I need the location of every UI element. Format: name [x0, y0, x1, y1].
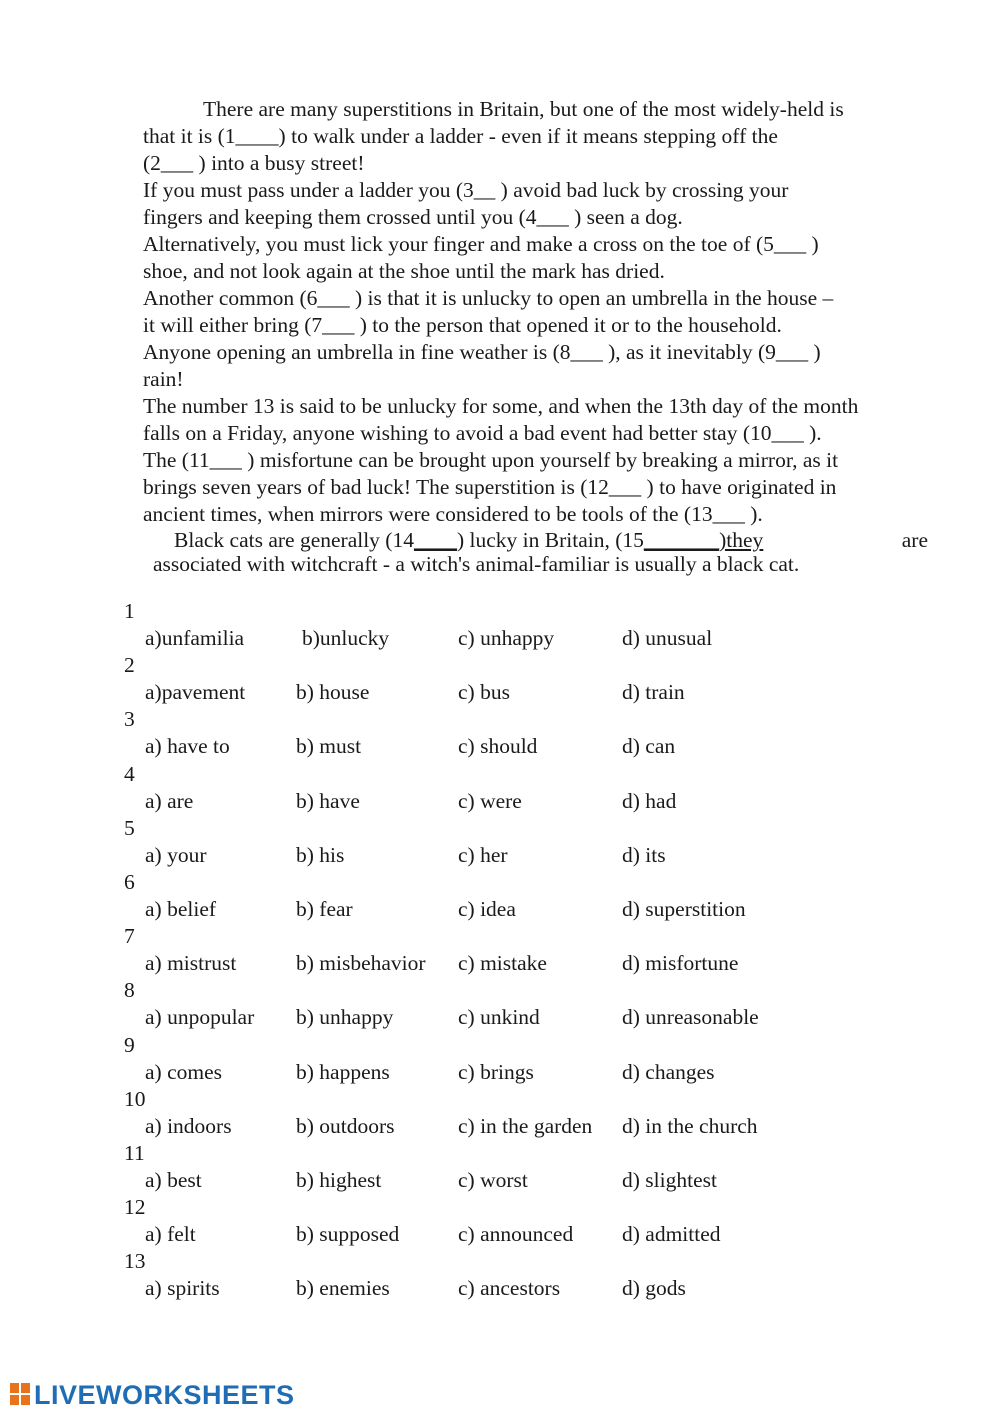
option-c[interactable]: c) unkind	[458, 1005, 540, 1030]
option-b[interactable]: b) happens	[296, 1059, 390, 1084]
question-item	[124, 1194, 824, 1248]
option-d[interactable]: d) its	[622, 842, 666, 867]
blank-14: ____	[413, 528, 457, 552]
option-d[interactable]: d) gods	[622, 1276, 686, 1301]
passage-last-line: associated with witchcraft - a witch's animal-familiar is usually a black cat.	[153, 552, 800, 576]
logo-text: LIVEWORKSHEETS	[34, 1379, 295, 1410]
question-item	[124, 1086, 824, 1140]
passage-line: that it is (1____) to walk under a ladder - even if it means stepping off the	[143, 124, 778, 148]
liveworksheets-logo	[10, 1380, 295, 1410]
option-c[interactable]: c) unhappy	[458, 626, 555, 650]
option-b[interactable]: b) unhappy	[296, 1005, 394, 1030]
passage-line: There are many superstitions in Britain, but one of the most widely-held is	[203, 97, 844, 121]
option-b[interactable]: b) highest	[296, 1167, 382, 1192]
question-item	[124, 1032, 824, 1086]
option-a[interactable]: a) are	[145, 788, 194, 813]
option-a[interactable]: a) best	[145, 1167, 202, 1192]
passage-line: ancient times, when mirrors were considered to be tools of the (13___ ).	[143, 502, 763, 526]
option-c[interactable]: c) ancestors	[458, 1276, 561, 1301]
question-number: 9	[124, 1032, 135, 1057]
passage-line: (2___ ) into a busy street!	[143, 151, 365, 175]
question-number: 6	[124, 869, 135, 894]
question-item	[124, 598, 824, 652]
passage-line: it will either bring (7___ ) to the person that opened it or to the household.	[143, 313, 782, 337]
option-a[interactable]: a) felt	[145, 1222, 196, 1247]
option-b[interactable]: b) have	[296, 788, 360, 813]
question-item	[124, 977, 824, 1031]
question-item	[124, 923, 824, 977]
passage-line: If you must pass under a ladder you (3__ ) avoid bad luck by crossing your	[143, 178, 789, 202]
option-c[interactable]: c) worst	[458, 1167, 528, 1192]
option-c[interactable]: c) her	[458, 842, 508, 867]
black-cats-line	[143, 528, 933, 552]
option-b[interactable]: b) enemies	[296, 1276, 390, 1301]
passage-line: Alternatively, you must lick your finger and make a cross on the toe of (5___ )	[143, 232, 819, 256]
option-b[interactable]: b) fear	[296, 896, 353, 921]
passage-line: shoe, and not look again at the shoe until the mark has dried.	[143, 259, 665, 283]
blank-15: _______	[643, 528, 720, 552]
passage-line: brings seven years of bad luck! The superstition is (12___ ) to have originated in	[143, 475, 837, 499]
option-c[interactable]: c) mistake	[458, 951, 547, 976]
option-a[interactable]: a) comes	[145, 1059, 223, 1084]
black-cats-part: ) lucky in Britain, (15	[456, 528, 644, 552]
option-d[interactable]: d) slightest	[622, 1167, 717, 1192]
option-b[interactable]: b)unlucky	[302, 626, 390, 650]
option-d[interactable]: d) can	[622, 734, 676, 759]
option-a[interactable]: a)unfamilia	[145, 626, 245, 650]
option-c[interactable]: c) announced	[458, 1222, 574, 1247]
option-d[interactable]: d) train	[622, 680, 685, 705]
reading-passage	[143, 96, 933, 576]
question-number: 3	[124, 707, 135, 732]
option-b[interactable]: b) his	[296, 842, 345, 867]
option-a[interactable]: a) have to	[145, 734, 230, 759]
question-number: 2	[124, 653, 135, 678]
option-b[interactable]: b) supposed	[296, 1222, 400, 1247]
question-number: 7	[124, 924, 135, 949]
option-d[interactable]: d) unreasonable	[622, 1005, 759, 1030]
passage-line: Another common (6___ ) is that it is unlucky to open an umbrella in the house –	[143, 286, 834, 310]
question-item	[124, 1140, 824, 1194]
question-item	[124, 869, 824, 923]
question-number: 11	[124, 1140, 145, 1165]
passage-line: rain!	[143, 367, 184, 391]
option-d[interactable]: d) superstition	[622, 896, 746, 921]
question-number: 13	[124, 1249, 146, 1274]
option-c[interactable]: c) were	[458, 788, 522, 813]
option-d[interactable]: d) had	[622, 788, 677, 813]
black-cats-part: )they	[719, 528, 764, 552]
option-a[interactable]: a) mistrust	[145, 951, 237, 976]
question-number: 8	[124, 978, 135, 1003]
option-c[interactable]: c) brings	[458, 1059, 534, 1084]
option-a[interactable]: a) spirits	[145, 1276, 220, 1301]
option-c[interactable]: c) in the garden	[458, 1113, 593, 1138]
passage-line: The (11___ ) misfortune can be brought upon yourself by breaking a mirror, as it	[143, 448, 839, 472]
option-a[interactable]: a) unpopular	[145, 1005, 255, 1030]
option-a[interactable]: a) your	[145, 842, 207, 867]
option-a[interactable]: a)pavement	[145, 680, 246, 705]
option-d[interactable]: d) unusual	[622, 626, 713, 650]
question-item	[124, 1248, 824, 1302]
option-a[interactable]: a) indoors	[145, 1113, 232, 1138]
question-list	[124, 598, 824, 1302]
question-number: 4	[124, 761, 135, 786]
option-d[interactable]: d) changes	[622, 1059, 715, 1084]
passage-line: falls on a Friday, anyone wishing to avoid a bad event had better stay (10___ ).	[143, 421, 822, 445]
passage-line: fingers and keeping them crossed until you (4___ ) seen a dog.	[143, 205, 683, 229]
black-cats-part: Black cats are generally (14	[174, 528, 414, 552]
option-a[interactable]: a) belief	[145, 896, 217, 921]
option-d[interactable]: d) misfortune	[622, 951, 739, 976]
question-item	[124, 652, 824, 706]
question-number: 1	[124, 599, 135, 623]
option-b[interactable]: b) house	[296, 680, 370, 705]
option-b[interactable]: b) must	[296, 734, 362, 759]
question-item	[124, 761, 824, 815]
logo-icon	[10, 1383, 32, 1407]
black-cats-text	[174, 528, 763, 552]
passage-line: The number 13 is said to be unlucky for some, and when the 13th day of the month	[143, 394, 859, 418]
option-c[interactable]: c) bus	[458, 680, 510, 705]
question-number: 12	[124, 1195, 146, 1220]
option-c[interactable]: c) should	[458, 734, 538, 759]
question-item	[124, 706, 824, 760]
question-item	[124, 815, 824, 869]
option-c[interactable]: c) idea	[458, 896, 516, 921]
passage-line: Anyone opening an umbrella in fine weather is (8___ ), as it inevitably (9___ )	[143, 340, 821, 364]
option-b[interactable]: b) misbehavior	[296, 951, 426, 976]
option-b[interactable]: b) outdoors	[296, 1113, 395, 1138]
black-cats-end: are	[901, 528, 928, 552]
question-number: 5	[124, 815, 135, 840]
option-d[interactable]: d) admitted	[622, 1222, 721, 1247]
question-number: 10	[124, 1086, 146, 1111]
option-d[interactable]: d) in the church	[622, 1113, 758, 1138]
